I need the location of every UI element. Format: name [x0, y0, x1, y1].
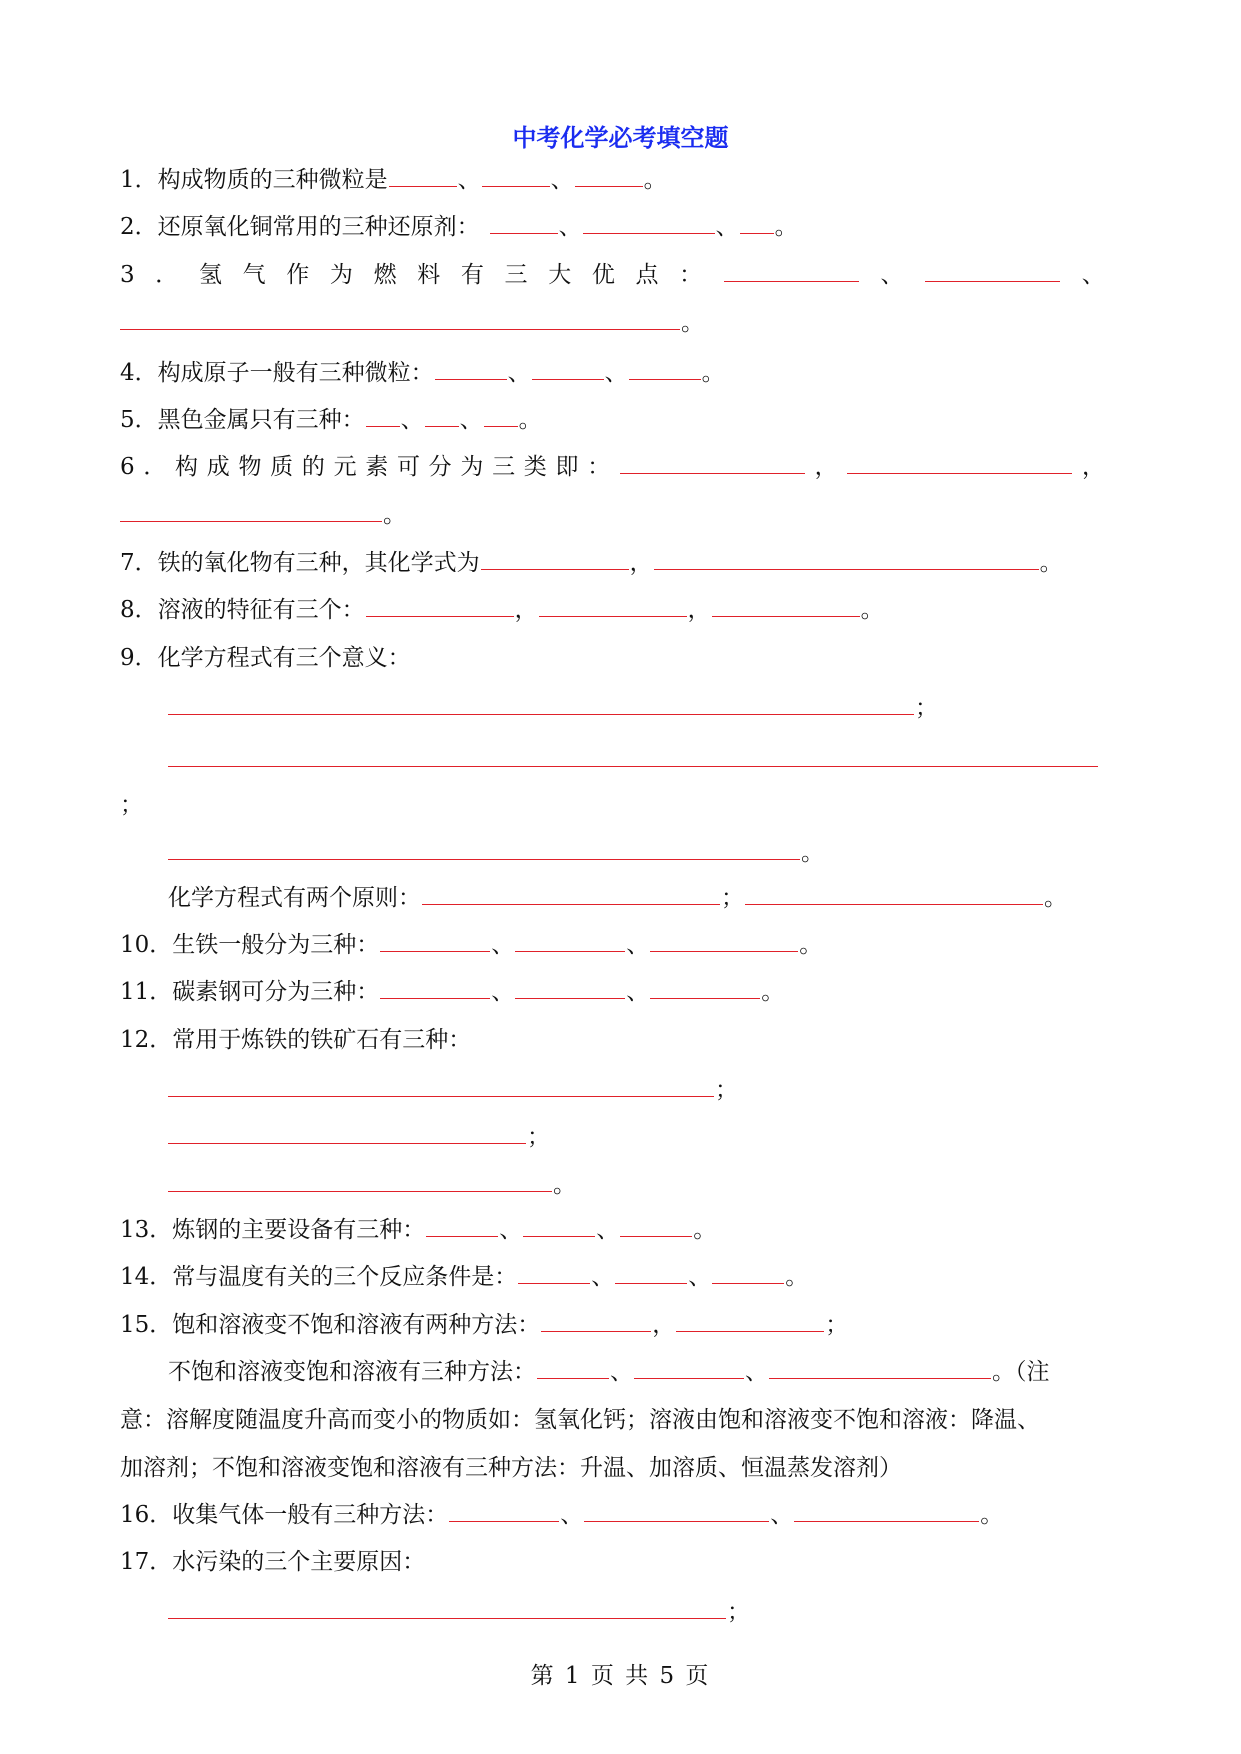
answer-blank[interactable]: [449, 1501, 559, 1522]
question-text: 不饱和溶液变饱和溶液有三种方法：: [168, 1359, 536, 1385]
answer-blank[interactable]: [389, 166, 457, 187]
answer-blank[interactable]: [620, 453, 805, 474]
question-text: 10．生铁一般分为三种：: [120, 932, 380, 958]
answer-blank[interactable]: [629, 359, 701, 380]
question-text: 13．炼钢的主要设备有三种：: [120, 1217, 426, 1243]
question-text: 12．常用于炼铁的铁矿石有三种：: [120, 1027, 472, 1053]
question-text: 4．构成原子一般有三种微粒：: [120, 360, 434, 386]
question-3: 3 ． 氢 气 作 为 燃 料 有 三 大 优 点 ： 、 、: [120, 262, 1105, 288]
question-6-continued: 。: [120, 500, 406, 530]
answer-blank[interactable]: [515, 978, 625, 999]
answer-blank[interactable]: [515, 931, 625, 952]
question-17-line-1: ；: [168, 1597, 750, 1627]
answer-blank[interactable]: [925, 261, 1060, 282]
answer-blank[interactable]: [583, 213, 715, 234]
answer-blank[interactable]: [620, 1216, 692, 1237]
question-5: 5．黑色金属只有三种： 、 、 。: [120, 407, 542, 433]
answer-blank[interactable]: [539, 596, 687, 617]
answer-blank[interactable]: [794, 1501, 979, 1522]
question-15-note-line-1: 意：溶解度随温度升高而变小的物质如：氢氧化钙；溶液由饱和溶液变不饱和溶液：降温、: [120, 1407, 1040, 1433]
answer-blank[interactable]: [745, 884, 1043, 905]
answer-blank[interactable]: [490, 213, 558, 234]
answer-blank[interactable]: [518, 1263, 590, 1284]
question-9-line-2: [168, 745, 1099, 775]
answer-blank[interactable]: [168, 1171, 552, 1192]
answer-blank[interactable]: [532, 359, 604, 380]
question-text: 11．碳素钢可分为三种：: [120, 979, 380, 1005]
answer-blank[interactable]: [426, 1216, 498, 1237]
answer-blank[interactable]: [634, 1358, 744, 1379]
answer-blank[interactable]: [481, 549, 629, 570]
question-1: 1．构成物质的三种微粒是 、 、 。: [120, 167, 667, 193]
answer-blank[interactable]: [120, 501, 382, 522]
answer-blank[interactable]: [425, 406, 459, 427]
question-4: 4．构成原子一般有三种微粒： 、 、 。: [120, 360, 725, 386]
answer-blank[interactable]: [575, 166, 643, 187]
question-text: 8．溶液的特征有三个：: [120, 597, 365, 623]
question-2: 2．还原氧化铜常用的三种还原剂： 、 、 。: [120, 214, 798, 240]
question-7: 7．铁的氧化物有三种，其化学式为 ， 。: [120, 550, 1063, 576]
question-8: 8．溶液的特征有三个： ， ， 。: [120, 597, 884, 623]
answer-blank[interactable]: [366, 406, 400, 427]
answer-blank[interactable]: [435, 359, 507, 380]
question-15-note-line-2: 加溶剂；不饱和溶液变饱和溶液有三种方法：升温、加溶质、恒温蒸发溶剂）: [120, 1455, 902, 1481]
question-text: 5．黑色金属只有三种：: [120, 407, 365, 433]
answer-blank[interactable]: [712, 596, 860, 617]
question-3-continued: 。: [120, 308, 704, 338]
question-text: 化学方程式有两个原则：: [168, 885, 421, 911]
question-12: [120, 1025, 471, 1055]
document-title: 中考化学必考填空题: [512, 123, 729, 152]
answer-blank[interactable]: [847, 453, 1072, 474]
answer-blank[interactable]: [523, 1216, 595, 1237]
answer-blank[interactable]: [380, 978, 490, 999]
question-13: 13．炼钢的主要设备有三种： 、 、 。: [120, 1217, 717, 1243]
answer-blank[interactable]: [168, 1076, 714, 1097]
answer-blank[interactable]: [650, 978, 760, 999]
question-9-line-2-end: ；: [120, 792, 143, 818]
question-text: 9．化学方程式有三个意义：: [120, 645, 411, 671]
question-12-line-1: ；: [168, 1075, 738, 1105]
question-text: 7．铁的氧化物有三种，其化学式为: [120, 550, 480, 576]
question-12-line-2: ；: [168, 1122, 550, 1152]
answer-blank[interactable]: [769, 1358, 991, 1379]
question-17: [120, 1547, 425, 1577]
question-10: 10．生铁一般分为三种： 、 、 。: [120, 932, 823, 958]
answer-blank[interactable]: [422, 884, 720, 905]
answer-blank[interactable]: [724, 261, 859, 282]
question-9-principles: 化学方程式有两个原则： ； 。: [168, 885, 1067, 911]
question-12-line-3: 。: [168, 1170, 576, 1200]
question-11: 11．碳素钢可分为三种： 、 、 。: [120, 979, 785, 1005]
answer-blank[interactable]: [537, 1358, 609, 1379]
answer-blank[interactable]: [615, 1263, 687, 1284]
question-text: 15．饱和溶液变不饱和溶液有两种方法：: [120, 1312, 541, 1338]
question-15-b: 不饱和溶液变饱和溶液有三种方法： 、 、 。（注: [168, 1359, 1050, 1385]
answer-blank[interactable]: [584, 1501, 769, 1522]
answer-blank[interactable]: [712, 1263, 784, 1284]
question-9: [120, 643, 411, 673]
answer-blank[interactable]: [366, 596, 514, 617]
question-text: 2．还原氧化铜常用的三种还原剂：: [120, 214, 480, 240]
page-footer: 第 1 页 共 5 页: [530, 1663, 711, 1689]
question-15: 15．饱和溶液变不饱和溶液有两种方法： ， ；: [120, 1312, 849, 1338]
answer-blank[interactable]: [650, 931, 798, 952]
answer-blank[interactable]: [120, 309, 680, 330]
question-number: 3: [120, 262, 135, 288]
answer-blank[interactable]: [654, 549, 1039, 570]
answer-blank[interactable]: [380, 931, 490, 952]
question-text: 1．构成物质的三种微粒是: [120, 167, 388, 193]
answer-blank[interactable]: [168, 839, 800, 860]
answer-blank[interactable]: [676, 1311, 824, 1332]
question-text: 17．水污染的三个主要原因：: [120, 1549, 426, 1575]
question-9-line-1: ；: [168, 693, 938, 723]
answer-blank[interactable]: [168, 1123, 526, 1144]
answer-blank[interactable]: [168, 1598, 726, 1619]
question-text: 14．常与温度有关的三个反应条件是：: [120, 1264, 518, 1290]
question-text: 16．收集气体一般有三种方法：: [120, 1502, 449, 1528]
answer-blank[interactable]: [484, 406, 518, 427]
question-14: 14．常与温度有关的三个反应条件是： 、 、 。: [120, 1264, 809, 1290]
question-6: 6 ． 构 成 物 质 的 元 素 可 分 为 三 类 即 ： ， ，: [120, 454, 1105, 480]
answer-blank[interactable]: [168, 694, 914, 715]
answer-blank[interactable]: [740, 213, 774, 234]
answer-blank[interactable]: [168, 746, 1098, 767]
answer-blank[interactable]: [482, 166, 550, 187]
question-9-line-3: 。: [168, 838, 824, 868]
question-16: 16．收集气体一般有三种方法： 、 、 。: [120, 1502, 1004, 1528]
answer-blank[interactable]: [541, 1311, 651, 1332]
